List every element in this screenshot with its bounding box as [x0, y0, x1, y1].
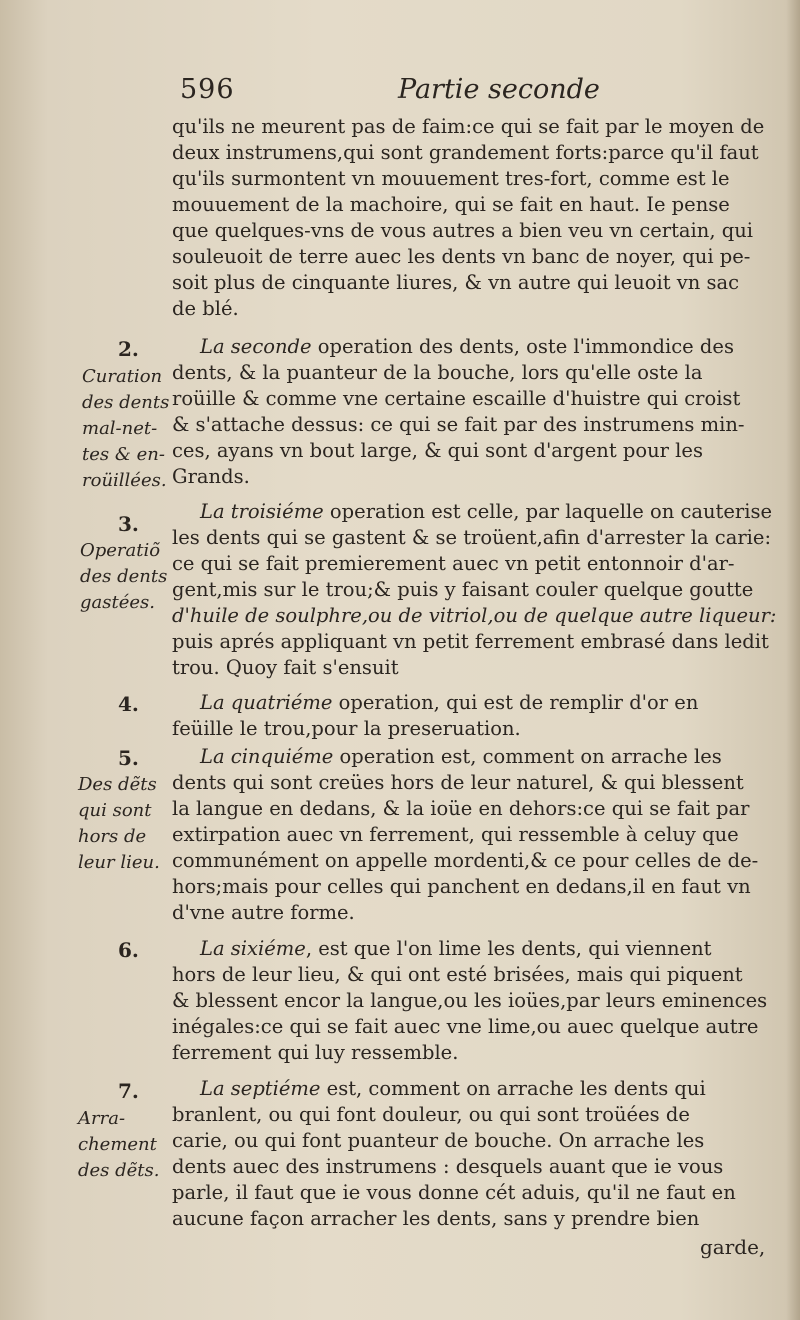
margin-note-line: gastées. [80, 592, 155, 613]
text-line: gent,mis sur le trou;& puis y faisant couler quelque goutte [172, 578, 754, 601]
margin-note-line: Arra- [78, 1108, 126, 1129]
margin-note-line: mal-net- [82, 418, 158, 439]
text-line: d'huile de soulphre,ou de vitriol,ou de quelque autre liqueur: [172, 604, 777, 627]
text-line: la langue en dedans, & la ioüe en dehors:ce qui se fait par [172, 797, 750, 820]
paragraph-lead: La sixiéme [200, 937, 306, 960]
section-number: 2. [118, 337, 139, 361]
text-line: mouuement de la machoire, qui se fait en haut. Ie pense [172, 193, 730, 216]
page-number: 596 [180, 74, 235, 105]
margin-note-line: hors de [78, 826, 147, 847]
text-line: qu'ils ne meurent pas de faim:ce qui se fait par le moyen de [172, 115, 765, 138]
margin-note-line: des dẽts. [78, 1160, 160, 1181]
text-line: branlent, ou qui font douleur, ou qui sont troüées de [172, 1103, 690, 1126]
text-line: soit plus de cinquante liures, & vn autre qui leuoit vn sac [172, 271, 740, 294]
text-line: souleuoit de terre auec les dents vn banc de noyer, qui pe- [172, 245, 751, 268]
text-line: La sixiéme, est que l'on lime les dents, qui viennent [200, 937, 712, 960]
paragraph-lead: La septiéme [200, 1077, 321, 1100]
margin-note-line: roüillées. [82, 470, 167, 491]
text-line: aucune façon arracher les dents, sans y prendre bien [172, 1207, 700, 1230]
margin-note-line: Curation [82, 366, 163, 387]
page-header [180, 74, 660, 114]
text-line: carie, ou qui font puanteur de bouche. On arrache les [172, 1129, 705, 1152]
text-line: dents, & la puanteur de la bouche, lors qu'elle oste la [172, 361, 703, 384]
text-line: La septiéme est, comment on arrache les dents qui [200, 1077, 706, 1100]
text-line: roüille & comme vne certaine escaille d'huistre qui croist [172, 387, 741, 410]
text-line: La troisiéme operation est celle, par laquelle on cauterise [200, 500, 773, 523]
margin-note-line: Des dẽts [78, 774, 157, 795]
text-line: dents qui sont creües hors de leur naturel, & qui blessent [172, 771, 744, 794]
text-line: hors;mais pour celles qui panchent en dedans,il en faut vn [172, 875, 751, 898]
text-line: La cinquiéme operation est, comment on arrache les [200, 745, 722, 768]
margin-note-line: qui sont [78, 800, 152, 821]
text-line: & blessent encor la langue,ou les ioües,par leurs eminences [172, 989, 768, 1012]
text-line: puis aprés appliquant vn petit ferrement embrasé dans ledit [172, 630, 769, 653]
text-line: deux instrumens,qui sont grandement forts:parce qu'il faut [172, 141, 759, 164]
text-line: & s'attache dessus: ce qui se fait par des instrumens min- [172, 413, 745, 436]
text-line: de blé. [172, 297, 239, 320]
text-line: hors de leur lieu, & qui ont esté brisées, mais qui piquent [172, 963, 743, 986]
text-line: La seconde operation des dents, oste l'immondice des [200, 335, 734, 358]
margin-note-line: des dents [80, 566, 168, 587]
text-line: feüille le trou,pour la preseruation. [172, 717, 521, 740]
section-number: 4. [118, 692, 139, 716]
section-number: 6. [118, 938, 139, 962]
running-title: Partie seconde [398, 74, 600, 105]
margin-note-line: leur lieu. [78, 852, 160, 873]
text-line: les dents qui se gastent & se troüent,afin d'arrester la carie: [172, 526, 772, 549]
text-line: inégales:ce qui se fait auec vne lime,ou auec quelque autre [172, 1015, 759, 1038]
margin-note-line: des dents [82, 392, 170, 413]
paragraph-lead: La seconde [200, 335, 312, 358]
section-number: 7. [118, 1079, 139, 1103]
text-line: extirpation auec vn ferrement, qui ressemble à celuy que [172, 823, 739, 846]
section-number: 3. [118, 512, 139, 536]
catchword: garde, [700, 1235, 766, 1259]
section-number: 5. [118, 746, 139, 770]
text-line: d'vne autre forme. [172, 901, 355, 924]
text-line: communément on appelle mordenti,& ce pour celles de de- [172, 849, 759, 872]
page-spine-shadow [786, 0, 800, 1320]
text-line: que quelques-vns de vous autres a bien veu vn certain, qui [172, 219, 754, 242]
paragraph-lead: La cinquiéme [200, 745, 334, 768]
text-line: dents auec des instrumens : desquels auant que ie vous [172, 1155, 724, 1178]
paragraph-lead: La troisiéme [200, 500, 324, 523]
text-line: parle, il faut que ie vous donne cét aduis, qu'il ne faut en [172, 1181, 736, 1204]
margin-note-line: tes & en- [82, 444, 165, 465]
paragraph-lead: La quatriéme [200, 691, 333, 714]
text-line: ces, ayans vn bout large, & qui sont d'argent pour les [172, 439, 703, 462]
text-line: ferrement qui luy ressemble. [172, 1041, 459, 1064]
margin-note-line: Operatiõ [80, 540, 161, 561]
text-line: trou. Quoy fait s'ensuit [172, 656, 399, 679]
text-line: ce qui se fait premierement auec vn petit entonnoir d'ar- [172, 552, 735, 575]
text-line: Grands. [172, 465, 250, 488]
text-line: La quatriéme operation, qui est de remplir d'or en [200, 691, 699, 714]
margin-note-line: chement [78, 1134, 157, 1155]
text-line: qu'ils surmontent vn mouuement tres-fort, comme est le [172, 167, 730, 190]
